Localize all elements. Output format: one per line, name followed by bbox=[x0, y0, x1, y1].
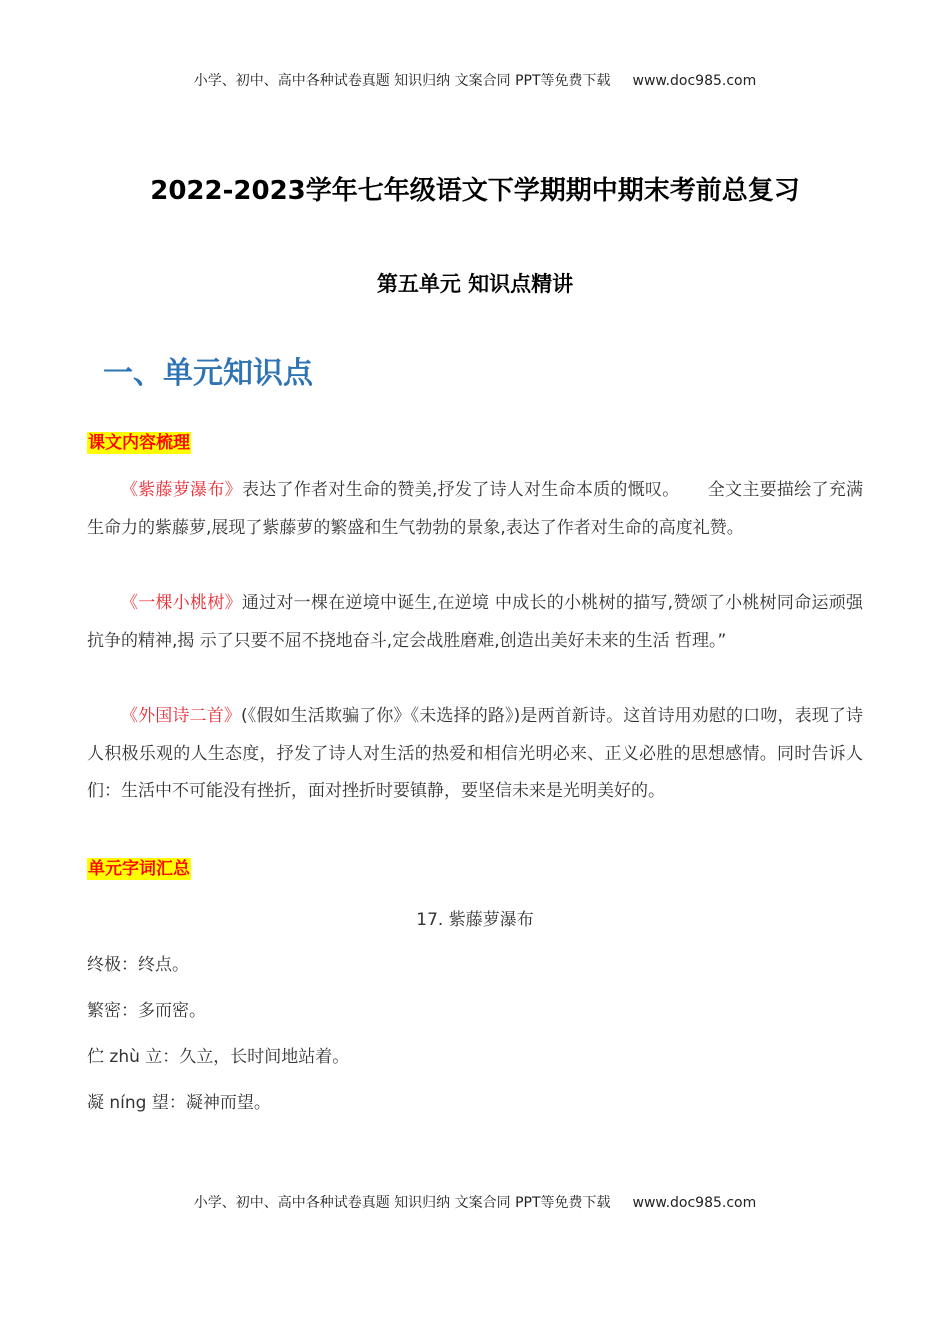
highlight-label-vocabulary: 单元字词汇总 bbox=[88, 859, 190, 879]
paragraph-taoshu bbox=[87, 585, 863, 660]
paragraph-text: 全文主要描绘了充满生命力的紫藤萝,展现了紫藤萝的繁盛和生气勃勃的景象,表达了作者对生命的高度礼赞。 bbox=[87, 480, 864, 538]
footer-url[interactable]: www.doc985.com bbox=[632, 1195, 757, 1211]
paragraph-text: (《假如生活欺骗了你》《未选择的路》)是两首新诗。这首诗用劝慰的口吻，表现了诗人积极乐观的人生态度，抒发了诗人对生活的热爱和相信光明必来、正义必胜的思想感情。同时告诉人们：生活中不可能没有挫折，面对挫折时要镇静，要坚信未来是光明美好的。 bbox=[87, 706, 864, 801]
vocab-item: 凝 níng 望：凝神而望。 bbox=[87, 1093, 271, 1113]
section-heading: 一、单元知识点 bbox=[103, 356, 313, 391]
paragraph-text: 表达了作者对生命的赞美,抒发了诗人对生命本质的慨叹。 bbox=[241, 480, 680, 500]
paragraph-foreign-poems bbox=[87, 698, 863, 811]
book-title: 《一棵小桃树》 bbox=[121, 593, 242, 613]
header-text: 小学、初中、高中各种试卷真题 知识归纳 文案合同 PPT等免费下载 bbox=[193, 73, 611, 89]
lesson-title: 17. 紫藤萝瀑布 bbox=[416, 910, 534, 930]
paragraph-text: 通过对一棵在逆境中诞生,在逆境 中成长的小桃树的描写,赞颂了小桃树同命运顽强抗争的精神,揭 示了只要不屈不挠地奋斗,定会战胜磨难,创造出美好未来的生活 哲理。” bbox=[87, 593, 863, 651]
book-title: 《外国诗二首》 bbox=[121, 706, 241, 726]
paragraph-ziteng bbox=[87, 472, 863, 547]
book-title: 《紫藤萝瀑布》 bbox=[121, 480, 242, 500]
footer-text: 小学、初中、高中各种试卷真题 知识归纳 文案合同 PPT等免费下载 bbox=[193, 1195, 611, 1211]
document-subtitle: 第五单元 知识点精讲 bbox=[376, 272, 574, 296]
vocab-item: 伫 zhù 立：久立，长时间地站着。 bbox=[87, 1047, 350, 1067]
header-url[interactable]: www.doc985.com bbox=[632, 73, 757, 89]
page-header bbox=[0, 70, 950, 90]
highlight-label-text-content: 课文内容梳理 bbox=[88, 433, 190, 453]
page-footer bbox=[0, 1192, 950, 1212]
vocab-item: 繁密：多而密。 bbox=[87, 1001, 206, 1021]
document-title: 2022-2023学年七年级语文下学期期中期末考前总复习 bbox=[150, 176, 800, 206]
vocab-item: 终极：终点。 bbox=[87, 955, 189, 975]
